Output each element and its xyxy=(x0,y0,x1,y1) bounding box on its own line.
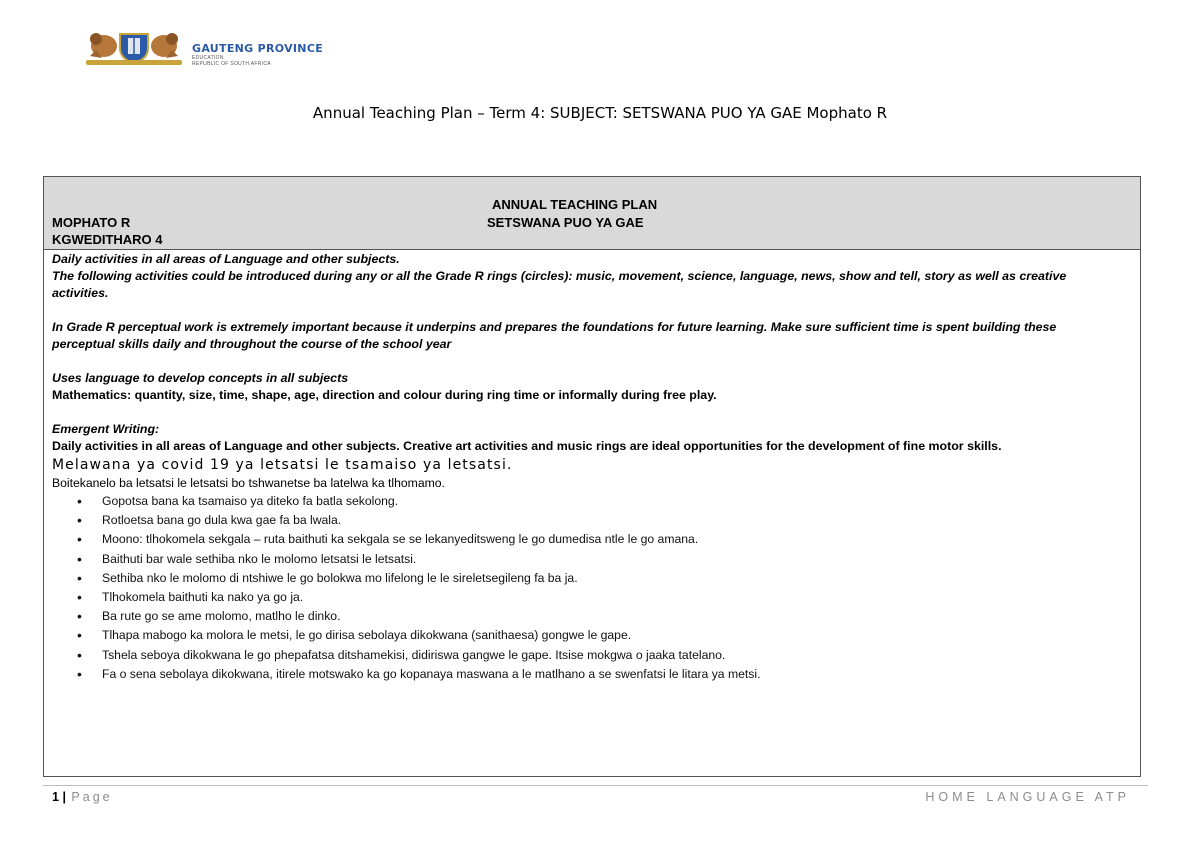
writing-heading: Emergent Writing: xyxy=(52,422,160,436)
list-item: • Baithuti bar wale sethiba nko le molomo letsatsi le letsatsi. xyxy=(52,550,1114,569)
list-item: • Tshela seboya dikokwana le go phepafatsa ditshamekisi, didiriswa gangwe le gape. Itsise mokgwa o jaaka tatelano. xyxy=(52,646,1114,665)
list-item: • Rotloetsa bana go dula kwa gae fa ba lwala. xyxy=(52,511,1114,530)
footer-page-info xyxy=(52,790,113,804)
plan-header xyxy=(44,177,1140,250)
plan-body xyxy=(52,251,1114,684)
covid-rules-list xyxy=(52,492,1114,684)
list-item: • Ba rute go se ame molomo, matlho le dinko. xyxy=(52,607,1114,626)
concepts-heading: Uses language to develop concepts in all subjects xyxy=(52,371,349,385)
plan-header-title: ANNUAL TEACHING PLAN xyxy=(492,197,658,212)
plan-header-subject: SETSWANA PUO YA GAE xyxy=(487,215,644,230)
daily-heading: Daily activities in all areas of Language and other subjects. xyxy=(52,252,400,266)
page-label: Page xyxy=(71,790,113,804)
list-item: • Tlhapa mabogo ka molora le metsi, le go dirisa sebolaya dikokwana (sanithaesa) gongwe le gape. xyxy=(52,626,1114,645)
writing-text: Daily activities in all areas of Language and other subjects. Creative art activities and music rings are ideal opportunities for the development of fine motor skills. xyxy=(52,439,1002,453)
list-item: • Sethiba nko le molomo di ntshiwe le go bolokwa mo lifelong le le sireletsegileng fa ba ja. xyxy=(52,569,1114,588)
list-item: • Gopotsa bana ka tsamaiso ya diteko fa batla sekolong. xyxy=(52,492,1114,511)
concepts-text: Mathematics: quantity, size, time, shape, age, direction and colour during ring time or informally during free play. xyxy=(52,388,717,402)
page-separator: | xyxy=(62,790,66,804)
logo-name: GAUTENG PROVINCE xyxy=(192,42,324,55)
list-item: • Fa o sena sebolaya dikokwana, itirele motswako ka go kopanaya maswana a le matlhano a se swenfatsi le litara ya metsi. xyxy=(52,665,1114,684)
list-item: • Tlhokomela baithuti ka nako ya go ja. xyxy=(52,588,1114,607)
perceptual-text: In Grade R perceptual work is extremely important because it underpins and prepares the foundations for future learning. Make sure sufficient time is spent building these perceptual skills daily and throughout the course of the school year xyxy=(52,320,1057,351)
footer-divider xyxy=(43,785,1148,786)
logo-line-education: EDUCATION xyxy=(192,55,224,61)
list-item: • Moono: tlhokomela sekgala – ruta baithuti ka sekgala se se lekanyeditsweng le go dumedisa ntle le go amana. xyxy=(52,530,1114,549)
document-title: Annual Teaching Plan – Term 4: SUBJECT: SETSWANA PUO YA GAE Mophato R xyxy=(312,104,888,122)
covid-heading: Melawana ya covid 19 ya letsatsi le tsamaiso ya letsatsi. xyxy=(52,457,513,473)
plan-header-grade: MOPHATO R xyxy=(52,215,131,230)
gauteng-logo xyxy=(82,28,372,68)
coat-of-arms-icon xyxy=(82,28,187,68)
page-number: 1 xyxy=(52,790,59,804)
plan-header-term: KGWEDITHARO 4 xyxy=(52,232,163,247)
teaching-plan-table xyxy=(43,176,1141,777)
footer-language-label: HOME LANGUAGE ATP xyxy=(925,790,1130,804)
covid-intro: Boitekanelo ba letsatsi le letsatsi bo tshwanetse ba latelwa ka tlhomamo. xyxy=(52,476,445,490)
logo-line-republic: REPUBLIC OF SOUTH AFRICA xyxy=(192,61,271,67)
daily-text: The following activities could be introduced during any or all the Grade R rings (circles): music, movement, science, language, news, show and tell, story as well as creative activities. xyxy=(52,269,1067,300)
